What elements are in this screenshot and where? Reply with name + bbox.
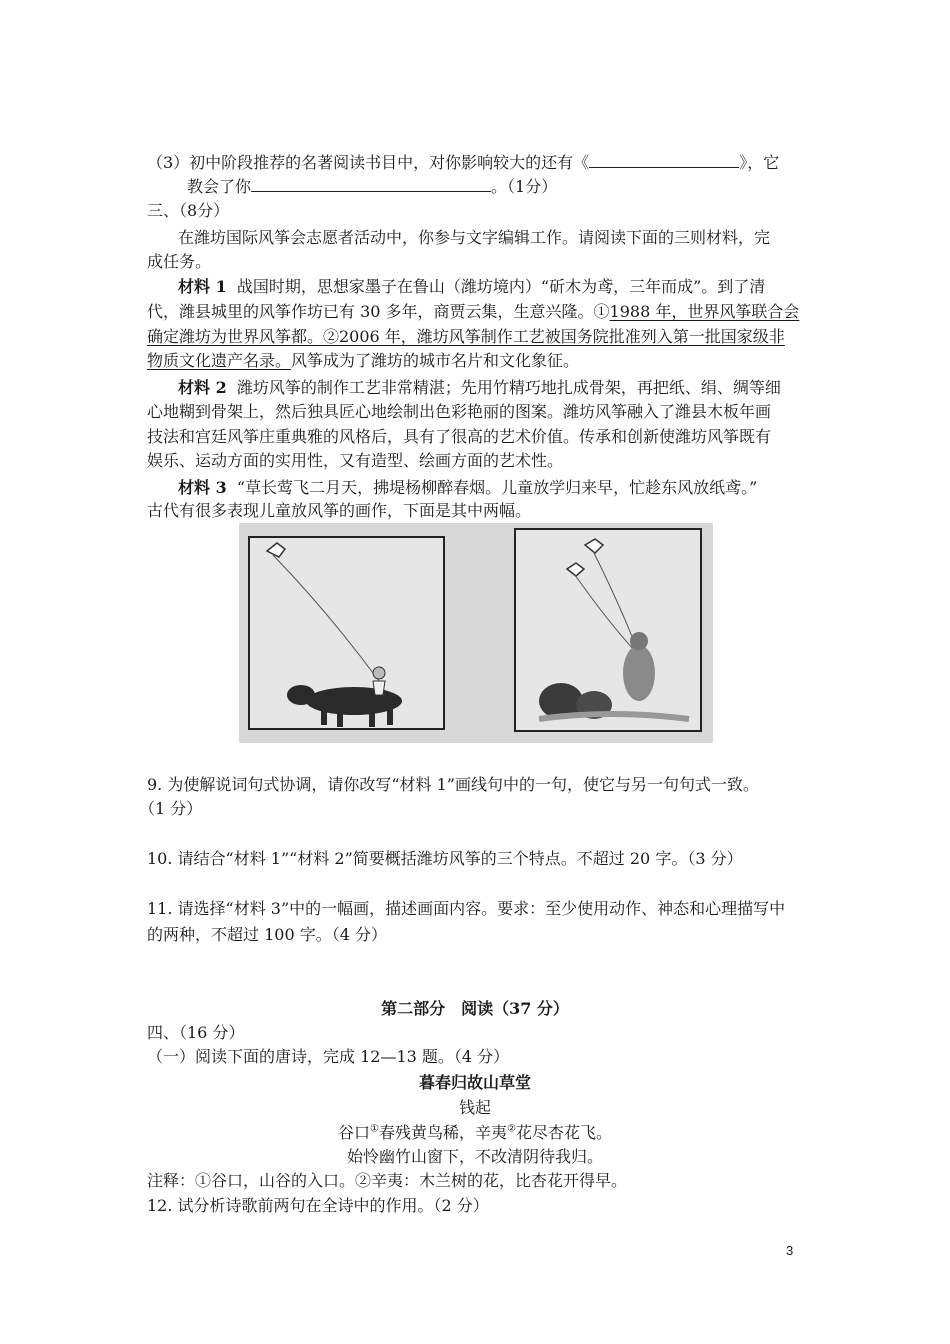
- note-marker-1: ①: [370, 1123, 379, 1135]
- q11-line1: 11. 请选择“材料 3”中的一幅画，描述画面内容。要求：至少使用动作、神态和心理描写中: [147, 899, 786, 918]
- material1-text1: 战国时期，思想家墨子在鲁山（潍坊境内）“斫木为鸢，三年而成”。到了清: [236, 277, 766, 296]
- material3-label: 材料 3: [178, 478, 227, 497]
- section3-intro-line1: 在潍坊国际风筝会志愿者活动中，你参与文字编辑工作。请阅读下面的三则材料，完: [178, 228, 771, 247]
- material2-label: 材料 2: [178, 378, 227, 397]
- material3-line2: 古代有很多表现儿童放风筝的画作，下面是其中两幅。: [147, 501, 532, 520]
- material2-line4: 娱乐、运动方面的实用性，又有造型、绘画方面的艺术性。: [147, 451, 564, 470]
- poem-line1-b: 春残黄鸟稀，辛夷: [378, 1123, 507, 1142]
- poem-line2: 始怜幽竹山窗下，不改清阴待我归。: [346, 1147, 603, 1166]
- material1-underlined-2: 确定潍坊为世界风筝都。②2006 年，潍坊风筝制作工艺被国务院批准列入第一批国家级非: [147, 327, 785, 346]
- poem-line1: [0, 1122, 950, 1144]
- q10: 10. 请结合“材料 1”“材料 2”简要概括潍坊风筝的三个特点。不超过 20 字。（3 分）: [147, 849, 743, 868]
- material3-text1: “草长莺飞二月天，拂堤杨柳醉春烟。儿童放学归来早，忙趁东风放纸鸢。”: [236, 478, 758, 497]
- page-number: 3: [786, 1243, 794, 1258]
- section3-heading: 三、（8分）: [147, 201, 230, 220]
- material2-text1: 潍坊风筝的制作工艺非常精湛；先用竹精巧地扎成骨架，再把纸、绢、绸等细: [236, 378, 781, 397]
- painting-boy-on-buffalo: [249, 537, 444, 729]
- material1-text4b: 风筝成为了潍坊的城市名片和文化象征。: [291, 351, 580, 370]
- part2-sub1: （一）阅读下面的唐诗，完成 12—13 题。（4 分）: [147, 1047, 510, 1066]
- poem-line1-a: 谷口: [338, 1123, 371, 1142]
- kite-paintings-figure: [239, 523, 713, 743]
- part2-title: 第二部分 阅读（37 分）: [381, 999, 569, 1018]
- q11-line2: 的两种，不超过 100 字。（4 分）: [147, 925, 387, 944]
- q9-line2: （1 分）: [139, 799, 203, 818]
- q3-line1: [147, 151, 779, 174]
- q12: 12. 试分析诗歌前两句在全诗中的作用。（2 分）: [147, 1196, 489, 1215]
- material1-label: 材料 1: [178, 277, 227, 296]
- q3-line2: [187, 175, 557, 198]
- q3-prefix: （3）初中阶段推荐的名著阅读书目中，对你影响较大的还有《: [147, 153, 590, 172]
- material1-line2: [147, 301, 799, 323]
- material1-underlined-1: 1988 年，世界风筝联合会: [609, 302, 800, 321]
- painting-children-with-kites: [515, 529, 701, 731]
- book-title-blank[interactable]: [589, 151, 739, 168]
- q3-mid: 》，它: [739, 153, 780, 172]
- material1-line1: [178, 276, 765, 298]
- material2-line1: [178, 377, 781, 399]
- q3-line2-prefix: 教会了你: [187, 177, 252, 196]
- section3-intro-line2: 成任务。: [147, 252, 212, 271]
- poem-title: 暮春归故山草堂: [418, 1073, 531, 1092]
- material1-underlined-3: 物质文化遗产名录。: [147, 351, 292, 370]
- material3-line1: [178, 477, 757, 499]
- material2-line2: 心地糊到骨架上，然后独具匠心地绘制出色彩艳丽的图案。潍坊风筝融入了潍县木板年画: [147, 402, 772, 421]
- poem-note: 注释：①谷口，山谷的入口。②辛夷：木兰树的花，比杏花开得早。: [147, 1171, 628, 1190]
- poem-author: 钱起: [458, 1098, 491, 1117]
- section4-heading: 四、（16 分）: [147, 1023, 245, 1042]
- material1-text2a: 代，潍县城里的风筝作坊已有 30 多年，商贾云集，生意兴隆。①: [147, 302, 610, 321]
- q9-line1: 9. 为使解说词句式协调，请你改写“材料 1”画线句中的一句，使它与另一句句式一致。: [147, 775, 759, 794]
- material2-line3: 技法和宫廷风筝庄重典雅的风格后，具有了很高的艺术价值。传承和创新使潍坊风筝既有: [147, 427, 772, 446]
- lesson-blank[interactable]: [251, 175, 491, 192]
- kite-paintings-svg: [239, 523, 713, 743]
- q3-line2-suffix: 。（1分）: [491, 177, 558, 196]
- material1-line4: [147, 350, 579, 372]
- poem-line1-c: 花尽杏花飞。: [515, 1123, 612, 1142]
- note-marker-2: ②: [507, 1123, 516, 1135]
